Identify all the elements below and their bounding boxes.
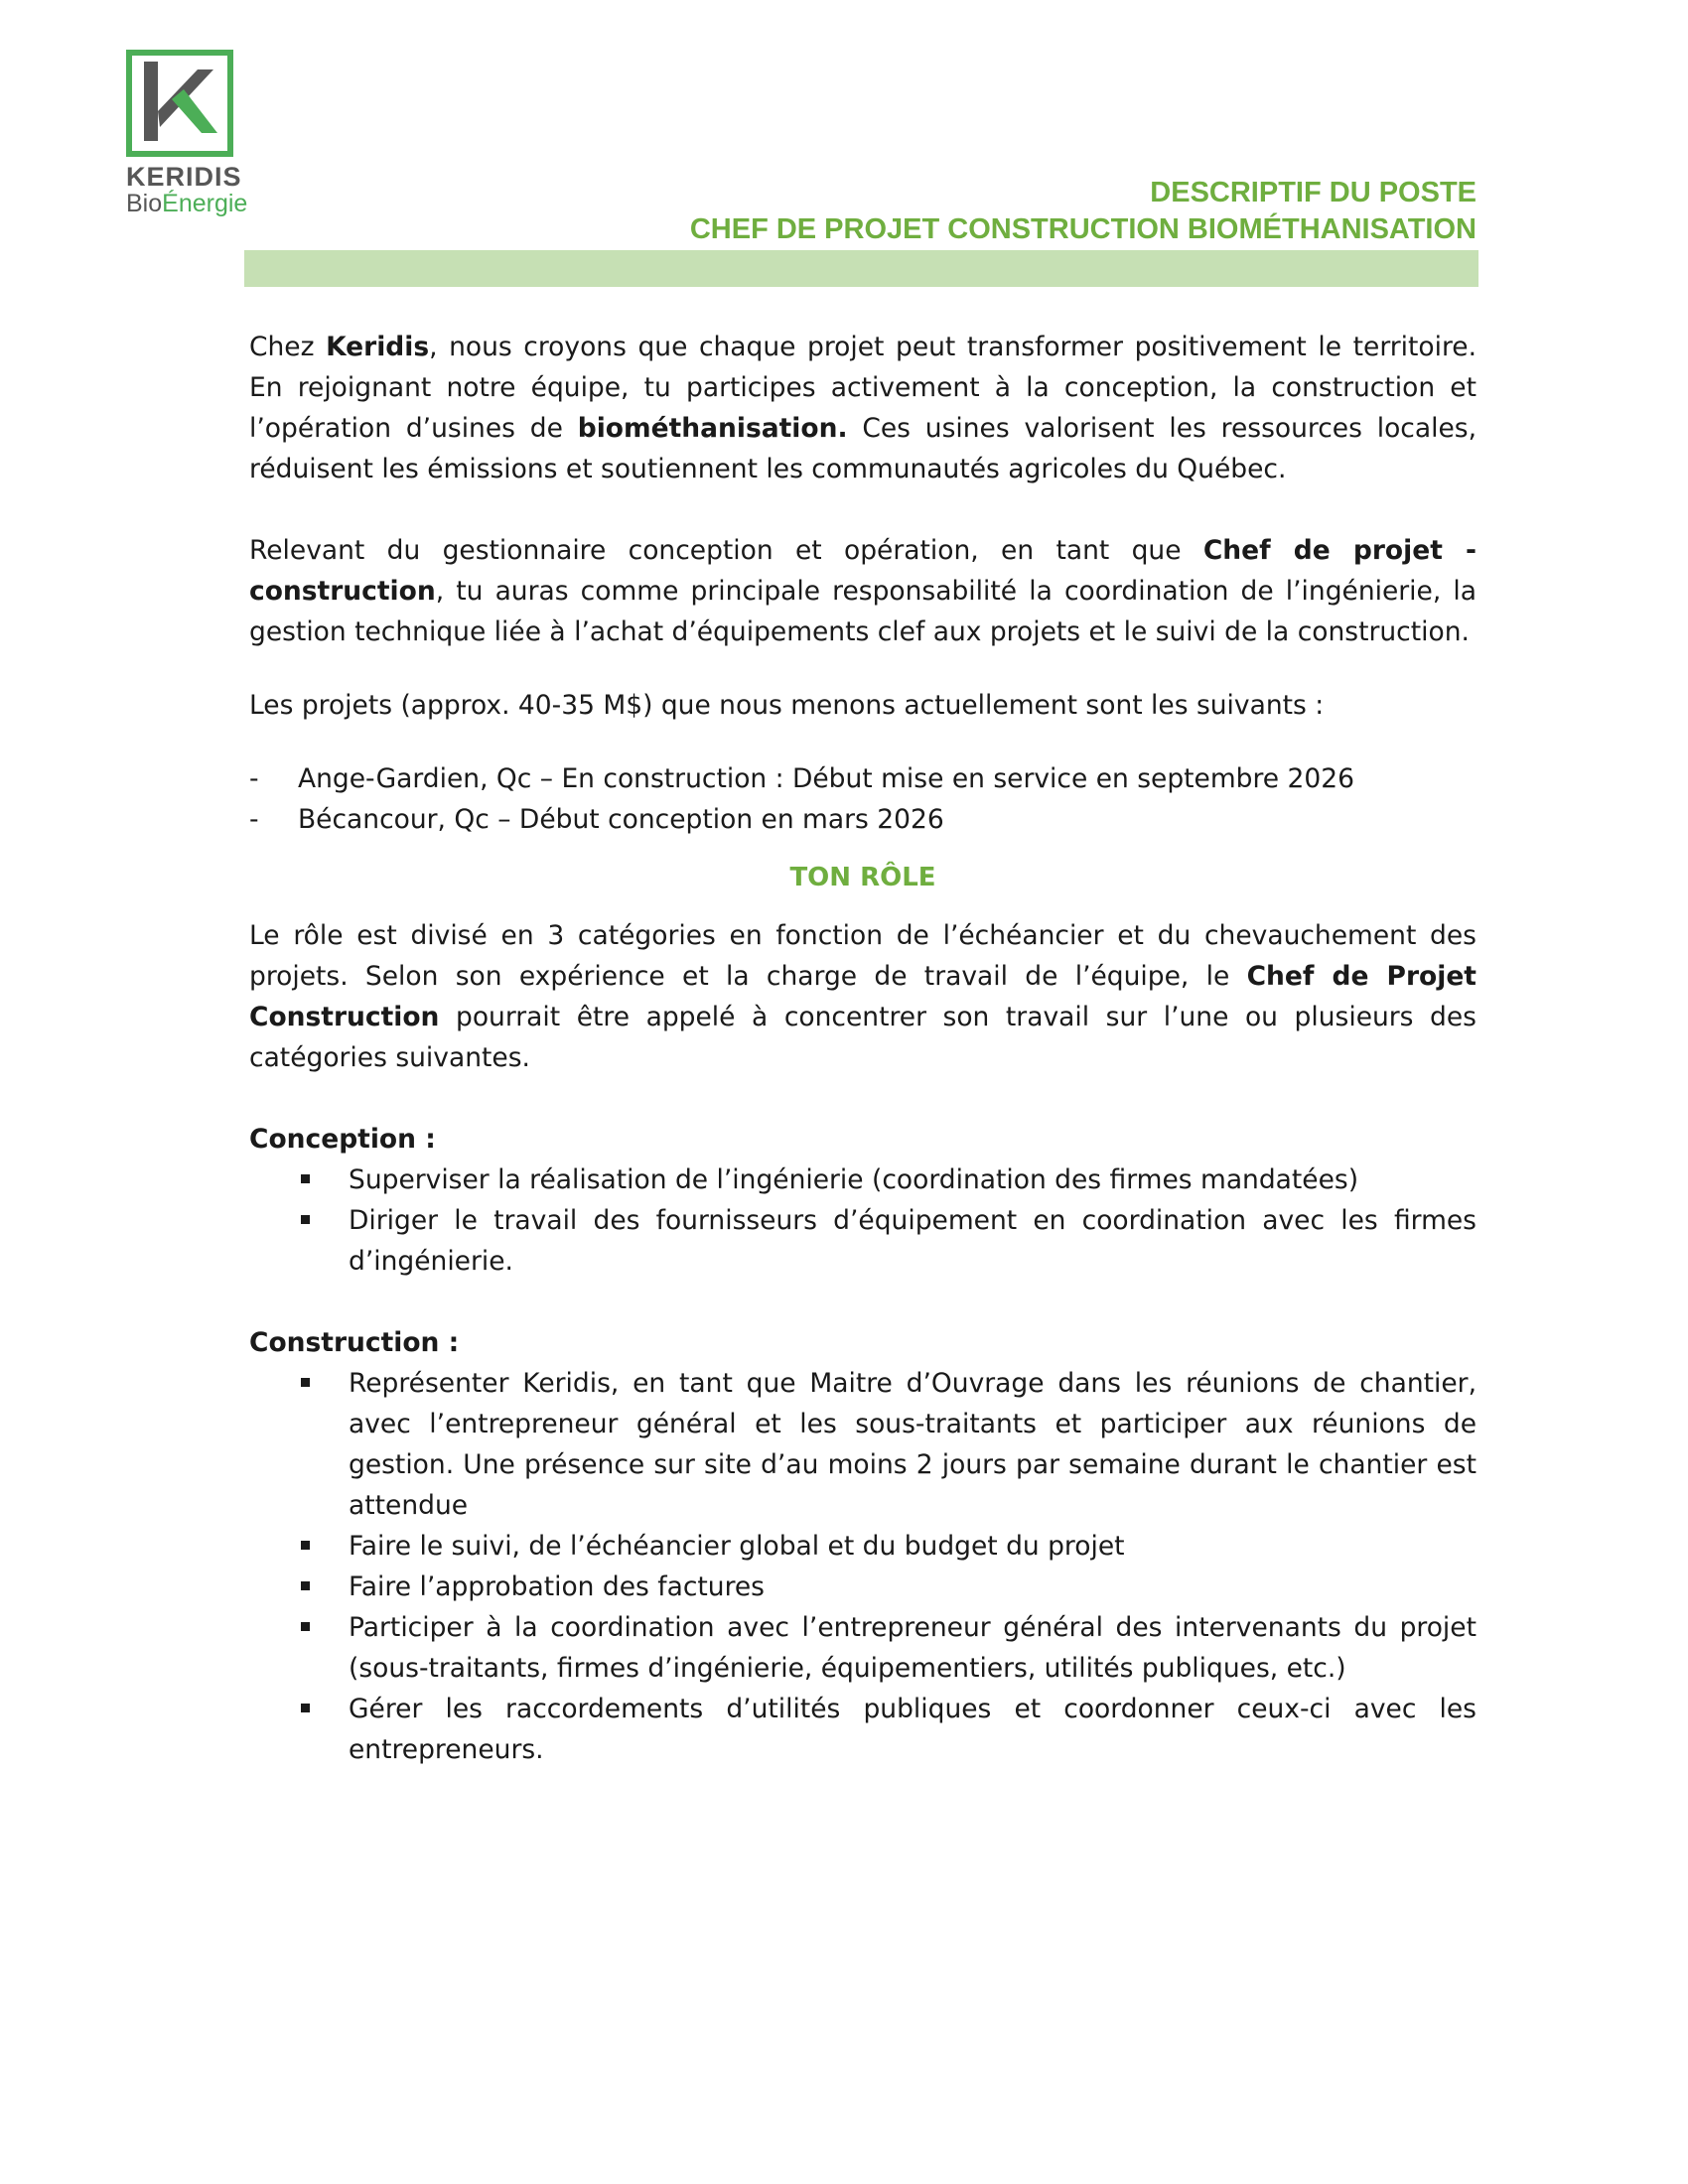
logo-subtitle: BioÉnergie <box>126 190 248 217</box>
role-heading: TON RÔLE <box>789 863 936 892</box>
company-logo <box>126 50 248 217</box>
list-item: Faire le suivi, de l’échéancier global et du budget du projet <box>249 1526 1477 1567</box>
reporting-paragraph: Relevant du gestionnaire conception et opération, en tant que Chef de projet - construction, tu auras comme principale responsabilité la coordination de l’ingénierie, la gestion technique liée à l’achat d’équipements clef aux projets et le suivi de la construction. <box>249 535 1477 647</box>
header-bar <box>244 250 1478 287</box>
projects-intro: Les projets (approx. 40-35 M$) que nous menons actuellement sont les suivants : <box>249 690 1325 721</box>
list-item: Faire l’approbation des factures <box>249 1567 1477 1607</box>
keridis-k-logo-icon <box>126 50 233 157</box>
conception-title: Conception : <box>249 1124 436 1155</box>
list-item: Participer à la coordination avec l’entrepreneur général des intervenants du projet (sous-traitants, firmes d’ingénierie, équipementiers, utilités publiques, etc.) <box>249 1607 1477 1689</box>
document-body <box>249 327 1477 1770</box>
list-item: - Bécancour, Qc – Début conception en mars 2026 <box>249 799 1477 840</box>
construction-list <box>249 1363 1477 1770</box>
header-line-2: CHEF DE PROJET CONSTRUCTION BIOMÉTHANISATION <box>689 213 1477 245</box>
document-header <box>690 175 1477 248</box>
list-item: - Ange-Gardien, Qc – En construction : Début mise en service en septembre 2026 <box>249 758 1477 799</box>
projects-list <box>249 758 1477 840</box>
role-paragraph: Le rôle est divisé en 3 catégories en fonction de l’échéancier et du chevauchement des projets. Selon son expérience et la charge de travail de l’équipe, le Chef de Projet Construction pourrait être appelé à concentrer son travail sur l’une ou plusieurs des catégories suivantes. <box>249 920 1477 1073</box>
list-item: Représenter Keridis, en tant que Maitre d’Ouvrage dans les réunions de chantier, avec l’entrepreneur général et les sous-traitants et participer aux réunions de gestion. Une présence sur site d’au moins 2 jours par semaine durant le chantier est attendue <box>249 1363 1477 1526</box>
list-item: Gérer les raccordements d’utilités publiques et coordonner ceux-ci avec les entrepreneurs. <box>249 1689 1477 1770</box>
header-line-1: DESCRIPTIF DU POSTE <box>1150 177 1477 208</box>
list-item: Superviser la réalisation de l’ingénierie (coordination des firmes mandatées) <box>249 1160 1477 1200</box>
intro-paragraph: Chez Keridis, nous croyons que chaque projet peut transformer positivement le territoire. En rejoignant notre équipe, tu participes activement à la conception, la construction et l’opération d’usines de biométhanisation. Ces usines valorisent les ressources locales, réduisent les émissions et soutiennent les communautés agricoles du Québec. <box>249 332 1477 484</box>
construction-title: Construction : <box>249 1327 460 1358</box>
conception-list <box>249 1160 1477 1282</box>
list-item: Diriger le travail des fournisseurs d’équipement en coordination avec les firmes d’ingénierie. <box>249 1200 1477 1282</box>
logo-wordmark: KERIDIS <box>126 162 242 192</box>
